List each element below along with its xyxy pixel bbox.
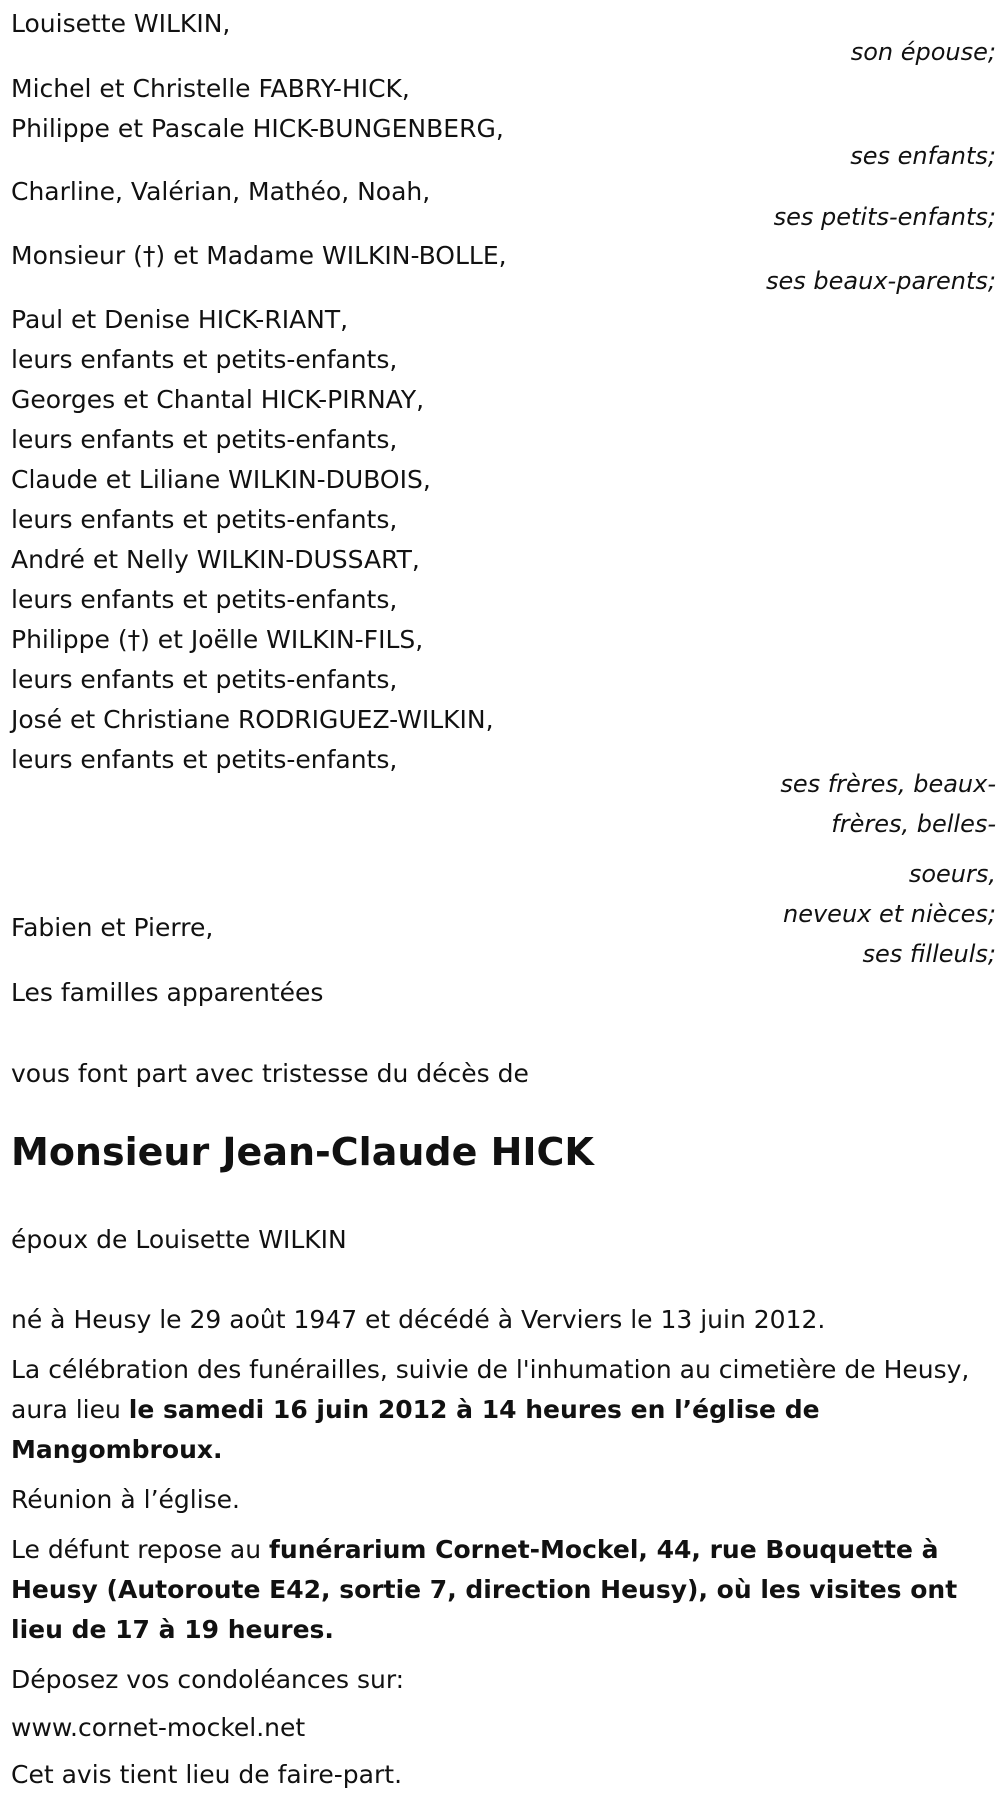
website-link[interactable]: www.cornet-mockel.net — [11, 1713, 306, 1742]
ceremony-paragraph — [11, 1350, 996, 1470]
family-line-sibling-6-desc: leurs enfants et petits-enfants, — [11, 745, 398, 774]
condolences-label: Déposez vos condoléances sur: — [11, 1665, 405, 1694]
relation-children: ses enfants; — [850, 142, 996, 170]
family-line-godchildren: Fabien et Pierre, — [11, 913, 214, 942]
family-line-parents-in-law: Monsieur (†) et Madame WILKIN-BOLLE, — [11, 241, 507, 270]
relation-siblings — [696, 764, 996, 928]
family-line-sibling-1: Paul et Denise HICK-RIANT, — [11, 305, 349, 334]
relation-godchildren: ses filleuls; — [862, 940, 996, 968]
repose-paragraph — [11, 1530, 996, 1650]
relation-siblings-line-2: frères, belles- — [831, 810, 996, 838]
birth-death: né à Heusy le 29 août 1947 et décédé à Verviers le 13 juin 2012. — [11, 1305, 826, 1334]
family-line-sibling-1-desc: leurs enfants et petits-enfants, — [11, 345, 398, 374]
relation-siblings-line-4: neveux et nièces; — [783, 900, 996, 928]
family-line-spouse: Louisette WILKIN, — [11, 9, 231, 38]
deceased-name: Monsieur Jean-Claude HICK — [11, 1130, 594, 1174]
family-line-children-2: Philippe et Pascale HICK-BUNGENBERG, — [11, 114, 504, 143]
family-line-sibling-4-desc: leurs enfants et petits-enfants, — [11, 585, 398, 614]
family-line-sibling-5-desc: leurs enfants et petits-enfants, — [11, 665, 398, 694]
family-line-sibling-6: José et Christiane RODRIGUEZ-WILKIN, — [11, 705, 494, 734]
reunion: Réunion à l’église. — [11, 1485, 241, 1514]
family-line-grandchildren: Charline, Valérian, Mathéo, Noah, — [11, 177, 431, 206]
relation-siblings-line-3: soeurs, — [908, 860, 996, 888]
relation-grandchildren: ses petits-enfants; — [773, 203, 996, 231]
announcement: vous font part avec tristesse du décès de — [11, 1059, 529, 1088]
family-line-sibling-3-desc: leurs enfants et petits-enfants, — [11, 505, 398, 534]
family-line-sibling-2: Georges et Chantal HICK-PIRNAY, — [11, 385, 425, 414]
closing-line: Cet avis tient lieu de faire-part. — [11, 1760, 403, 1789]
relation-siblings-line-1: ses frères, beaux- — [780, 770, 996, 798]
family-line-sibling-2-desc: leurs enfants et petits-enfants, — [11, 425, 398, 454]
ceremony-details: le samedi 16 juin 2012 à 14 heures en l’église de Mangombroux. — [11, 1395, 820, 1464]
spouse-line: époux de Louisette WILKIN — [11, 1225, 347, 1254]
family-line-related: Les familles apparentées — [11, 978, 324, 1007]
relation-parents-in-law: ses beaux-parents; — [766, 267, 996, 295]
repose-intro: Le défunt repose au — [11, 1535, 270, 1564]
relation-spouse: son épouse; — [850, 38, 996, 66]
repose-details: funérarium Cornet-Mockel, 44, rue Bouquette à Heusy (Autoroute E42, sortie 7, direction Heusy), où les visites ont lieu de 17 à 19 heures. — [11, 1535, 958, 1644]
family-line-sibling-3: Claude et Liliane WILKIN-DUBOIS, — [11, 465, 431, 494]
family-line-children-1: Michel et Christelle FABRY-HICK, — [11, 74, 410, 103]
ceremony-intro: La célébration des funérailles, suivie de l'inhumation au cimetière de Heusy, aura lieu — [11, 1355, 970, 1424]
family-line-sibling-5: Philippe (†) et Joëlle WILKIN-FILS, — [11, 625, 424, 654]
family-line-sibling-4: André et Nelly WILKIN-DUSSART, — [11, 545, 420, 574]
